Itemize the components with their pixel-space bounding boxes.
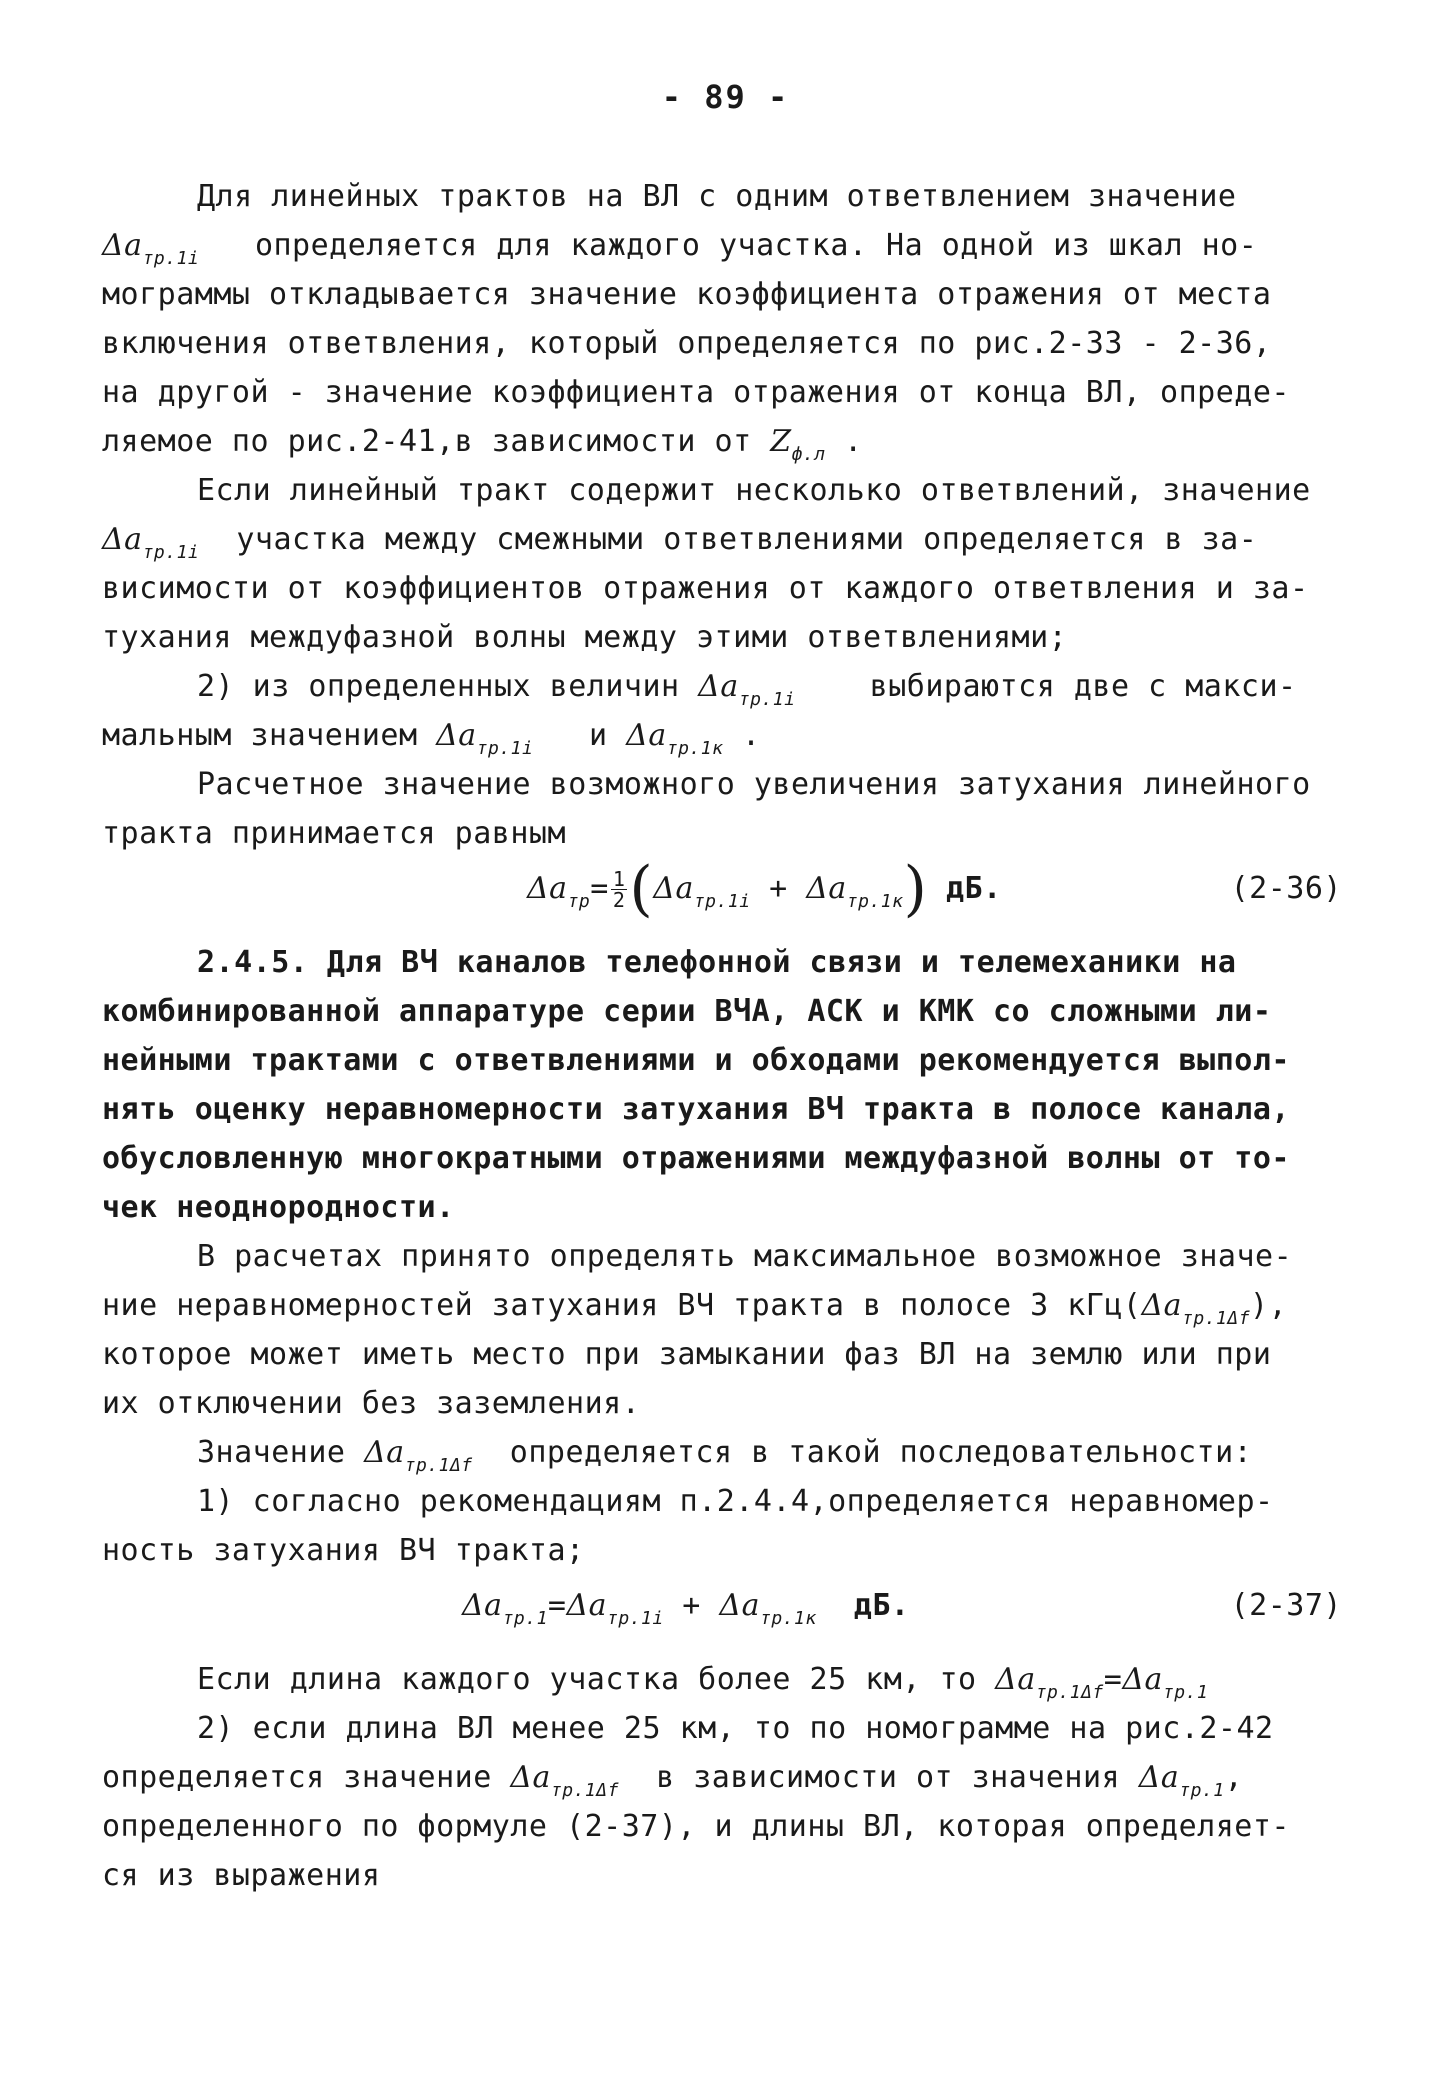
text-line: нять оценку неравномерности затухания ВЧ тракта в полосе канала,	[102, 1092, 1290, 1127]
text-line: Для линейных трактов на ВЛ с одним ответвлением значение	[197, 179, 1237, 214]
text-line: на другой - значение коэффициента отражения от конца ВЛ, опреде-	[102, 375, 1290, 410]
text-line: висимости от коэффициентов отражения от каждого ответвления и за-	[102, 571, 1309, 606]
text-line: мальным значением $\Delta a_{тр.1i}$ и $\Delta a_{тр.1к}$ .	[102, 718, 761, 759]
text-line: Значение $\Delta a_{тр.1\Delta f}$ определяется в такой последовательности:	[197, 1435, 1253, 1476]
equation-2-37: $\Delta a_{тр.1}=\Delta a_{тр.1i} + \Delta a_{тр.1к}$ дБ. (2-37)	[102, 1575, 1372, 1637]
text-line: Если длина каждого участка более 25 км, то $\Delta a_{тр.1\Delta f}=\Delta a_{тр.1}$	[197, 1662, 1209, 1703]
text-line: ляемое по рис.2-41,в зависимости от $Z_{ф.л}$ .	[102, 424, 863, 465]
text-line: В расчетах принято определять максимальное возможное значе-	[197, 1239, 1293, 1274]
text-line: мограммы откладывается значение коэффициента отражения от места	[102, 277, 1272, 312]
text-line: 1) согласно рекомендациям п.2.4.4,определяется неравномер-	[197, 1484, 1274, 1519]
text-line: $\Delta a_{тр.1i}$ участка между смежными ответвлениями определяется в за-	[102, 522, 1258, 563]
text-line: тухания междуфазной волны между этими ответвлениями;	[102, 620, 1068, 655]
text-line: определенного по формуле (2-37), и длины ВЛ, которая определяет-	[102, 1809, 1290, 1844]
text-line: тракта принимается равным	[102, 816, 567, 851]
page-number: - 89 -	[661, 78, 790, 116]
text-line: 2) если длина ВЛ менее 25 км, то по номограмме на рис.2-42	[197, 1711, 1274, 1746]
text-line: комбинированной аппаратуре серии ВЧА, АСК и КМК со сложными ли-	[102, 994, 1272, 1029]
text-line: обусловленную многократными отражениями междуфазной волны от то-	[102, 1141, 1290, 1176]
text-line: Если линейный тракт содержит несколько ответвлений, значение	[197, 473, 1311, 508]
text-line: нейными трактами с ответвлениями и обходами рекомендуется выпол-	[102, 1043, 1290, 1078]
text-line: определяется значение $\Delta a_{тр.1\Delta f}$ в зависимости от значения $\Delta a_{тр.1}$,	[102, 1760, 1244, 1801]
text-line: их отключении без заземления.	[102, 1386, 641, 1421]
equation-2-36: $\Delta a_{тр}=$ $\frac{1}{2}$ $(\Delta a_{тр.1i} + \Delta a_{тр.1к})$ дБ. (2-36)	[527, 854, 1342, 924]
text-line: ние неравномерностей затухания ВЧ тракта в полосе 3 $кГц(\Delta a_{тр.1\Delta f})$,	[102, 1288, 1288, 1329]
text-line: Расчетное значение возможного увеличения затухания линейного	[197, 767, 1311, 802]
z-symbol: Z	[770, 424, 792, 459]
fraction-half: $\frac{1}{2}$	[612, 867, 626, 912]
text-line: 2.4.5. Для ВЧ каналов телефонной связи и телемеханики на	[197, 945, 1237, 980]
text-line: включения ответвления, который определяется по рис.2-33 - 2-36,	[102, 326, 1272, 361]
text-line: $\Delta a_{тр.1i}$ определяется для каждого участка. На одной из шкал но-	[102, 228, 1258, 269]
delta-a-symbol: Δa	[102, 228, 143, 263]
text-line: 2) из определенных величин $\Delta a_{тр.1i}$ выбираются две с макси-	[197, 669, 1297, 710]
equation-number: (2-36)	[1230, 871, 1342, 906]
text-line: чек неоднородности.	[102, 1190, 455, 1225]
equation-number: (2-37)	[1230, 1588, 1342, 1623]
text-line: ся из выражения	[102, 1858, 381, 1893]
document-body	[102, 172, 1372, 1900]
text-line: которое может иметь место при замыкании фаз ВЛ на землю или при	[102, 1337, 1272, 1372]
text-line: ность затухания ВЧ тракта;	[102, 1533, 585, 1568]
